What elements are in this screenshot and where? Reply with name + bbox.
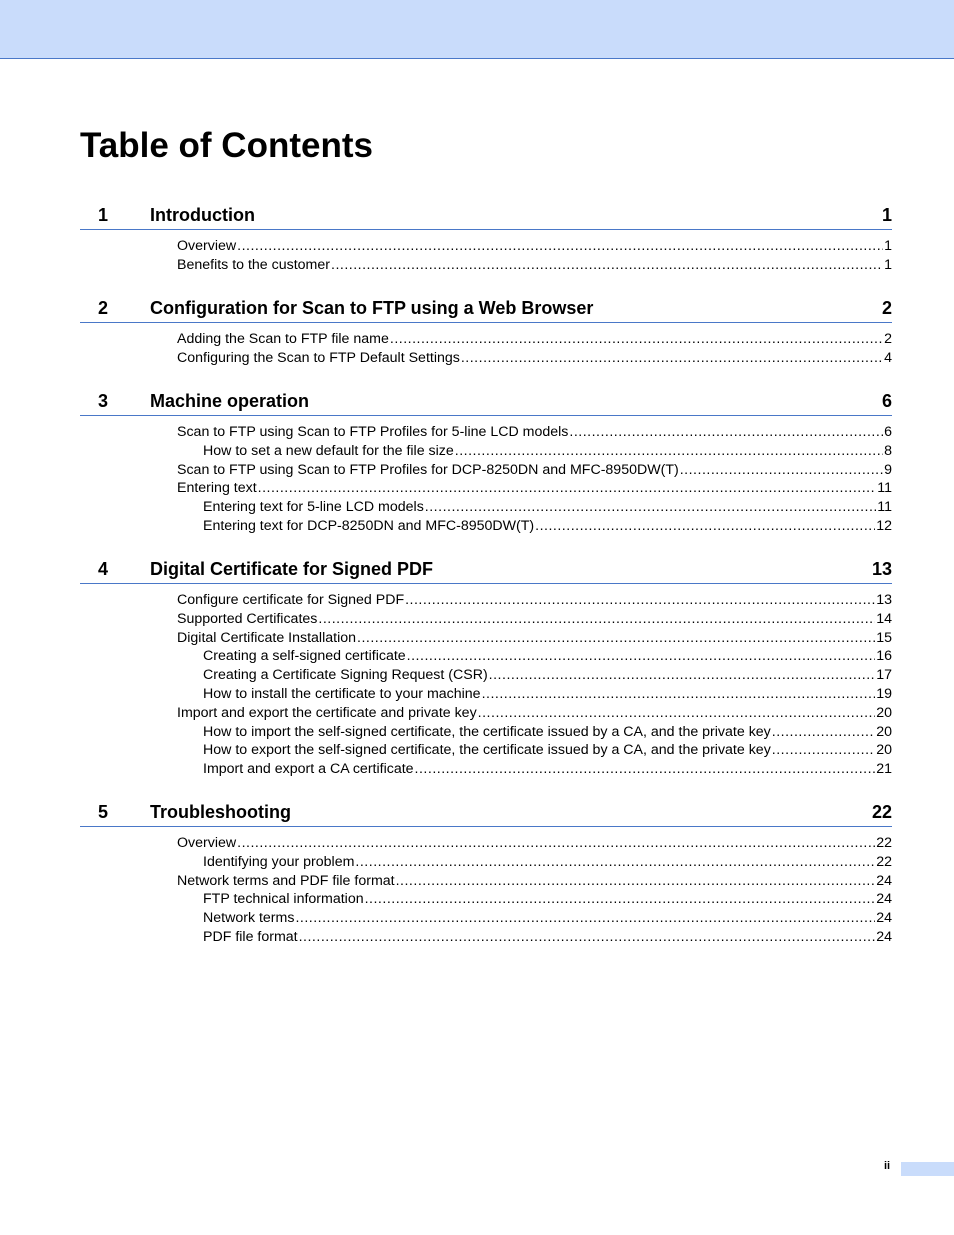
chapter-section (80, 800, 892, 947)
entry-page: 19 (876, 685, 892, 702)
toc-entry[interactable] (80, 741, 892, 760)
entry-text: How to install the certificate to your machine (203, 685, 481, 702)
toc-entry[interactable] (80, 256, 892, 275)
dot-leader (237, 237, 883, 256)
entry-page: 24 (876, 928, 892, 945)
entry-page: 15 (876, 629, 892, 646)
chapter-heading[interactable] (80, 203, 892, 230)
chapter-title: Machine operation (150, 391, 310, 411)
toc-entry[interactable] (80, 629, 892, 648)
dot-leader (569, 423, 883, 442)
chapter-section (80, 203, 892, 275)
entry-list (80, 237, 892, 275)
header-band (0, 0, 954, 59)
toc-entry[interactable] (80, 666, 892, 685)
toc-entry[interactable] (80, 517, 892, 536)
dot-leader (355, 853, 875, 872)
dot-leader (482, 685, 876, 704)
page-number: ii (884, 1160, 891, 1172)
entry-page: 4 (884, 349, 892, 366)
entry-page: 20 (876, 704, 892, 721)
entry-page: 13 (876, 592, 892, 608)
entry-text: PDF file format (203, 928, 298, 945)
dot-leader (331, 256, 883, 275)
entry-text: How to export the self-signed certificate, the certificate issued by a CA, and the private key (203, 742, 771, 759)
toc-entry[interactable] (80, 423, 892, 442)
toc-entry[interactable] (80, 834, 892, 853)
dot-leader (295, 909, 875, 928)
toc-entry[interactable] (80, 909, 892, 928)
entry-list (80, 330, 892, 368)
entry-page: 24 (876, 910, 892, 927)
dot-leader (415, 760, 876, 779)
toc-entry[interactable] (80, 330, 892, 349)
dot-leader (390, 330, 883, 349)
entry-page: 1 (884, 238, 892, 254)
entry-text: Overview (177, 835, 237, 851)
dot-leader (680, 461, 883, 480)
dot-leader (478, 704, 876, 723)
entry-list (80, 423, 892, 536)
toc-entry[interactable] (80, 479, 892, 498)
chapter-page: 22 (871, 802, 892, 822)
dot-leader (425, 498, 876, 517)
entry-page: 1 (884, 256, 892, 273)
chapter-title: Digital Certificate for Signed PDF (150, 559, 434, 579)
dot-leader (455, 442, 883, 461)
toc-entry[interactable] (80, 704, 892, 723)
entry-text: Configuring the Scan to FTP Default Settings (177, 349, 460, 366)
chapter-page: 13 (871, 559, 892, 579)
chapter-number: 4 (98, 559, 109, 579)
dot-leader (365, 890, 876, 909)
chapter-number: 5 (98, 802, 109, 822)
entry-page: 14 (876, 610, 892, 627)
chapter-page: 1 (881, 205, 892, 225)
entry-page: 22 (876, 835, 892, 851)
entry-page: 2 (884, 331, 892, 347)
toc-entry[interactable] (80, 461, 892, 480)
entry-text: Adding the Scan to FTP file name (177, 331, 389, 347)
chapter-heading[interactable] (80, 296, 892, 323)
entry-text: Creating a self-signed certificate (203, 648, 406, 665)
chapter-number: 1 (98, 205, 109, 225)
dot-leader (772, 723, 875, 742)
entry-page: 11 (877, 480, 892, 497)
toc-entry[interactable] (80, 647, 892, 666)
entry-page: 6 (884, 424, 892, 440)
entry-text: Entering text for DCP-8250DN and MFC-8950DW(T) (203, 517, 535, 534)
entry-page: 24 (876, 872, 892, 889)
chapter-title: Configuration for Scan to FTP using a Web Browser (150, 298, 594, 318)
entry-page: 20 (876, 742, 892, 759)
entry-text: Benefits to the customer (177, 256, 330, 273)
dot-leader (258, 479, 877, 498)
dot-leader (357, 629, 875, 648)
dot-leader (405, 591, 875, 610)
entry-text: How to set a new default for the file size (203, 442, 454, 459)
chapter-heading[interactable] (80, 800, 892, 827)
dot-leader (237, 834, 875, 853)
chapter-page: 2 (881, 298, 892, 318)
entry-text: Configure certificate for Signed PDF (177, 592, 405, 608)
entry-page: 22 (876, 853, 892, 870)
entry-page: 17 (876, 667, 892, 684)
dot-leader (772, 741, 875, 760)
dot-leader (299, 928, 876, 947)
chapter-section (80, 296, 892, 368)
entry-text: Scan to FTP using Scan to FTP Profiles for 5-line LCD models (177, 424, 569, 440)
dot-leader (407, 647, 876, 666)
chapter-title: Troubleshooting (150, 802, 291, 822)
entry-page: 8 (884, 442, 892, 459)
entry-text: Import and export the certificate and private key (177, 704, 477, 721)
dot-leader (535, 517, 875, 536)
entry-page: 16 (876, 648, 892, 665)
dot-leader (396, 872, 876, 891)
entry-text: FTP technical information (203, 891, 364, 908)
entry-page: 21 (876, 761, 892, 778)
entry-list (80, 834, 892, 947)
toc-entry[interactable] (80, 591, 892, 610)
entry-text: Digital Certificate Installation (177, 629, 356, 646)
chapter-page: 6 (881, 391, 892, 411)
entry-text: Network terms and PDF file format (177, 872, 395, 889)
entry-text: Network terms (203, 910, 295, 927)
entry-page: 11 (877, 499, 892, 516)
page-title: Table of Contents (80, 126, 373, 165)
toc-entry[interactable] (80, 442, 892, 461)
entry-text: Import and export a CA certificate (203, 761, 414, 778)
entry-page: 20 (876, 723, 892, 740)
dot-leader (489, 666, 876, 685)
chapter-number: 2 (98, 298, 109, 318)
toc-entry[interactable] (80, 685, 892, 704)
toc-entry[interactable] (80, 853, 892, 872)
entry-text: Overview (177, 238, 237, 254)
entry-text: Identifying your problem (203, 853, 355, 870)
entry-page: 24 (876, 891, 892, 908)
dot-leader (461, 349, 883, 368)
chapter-number: 3 (98, 391, 109, 411)
dot-leader (318, 610, 875, 629)
entry-text: Entering text for 5-line LCD models (203, 499, 424, 516)
toc-entry[interactable] (80, 872, 892, 891)
chapter-section (80, 389, 892, 536)
entry-list (80, 591, 892, 779)
toc-entry[interactable] (80, 498, 892, 517)
toc-entry[interactable] (80, 723, 892, 742)
entry-text: Scan to FTP using Scan to FTP Profiles for DCP-8250DN and MFC-8950DW(T) (177, 461, 679, 478)
chapter-section (80, 557, 892, 779)
footer-tab (901, 1162, 954, 1176)
chapter-title: Introduction (150, 205, 255, 225)
toc-entry[interactable] (80, 349, 892, 368)
toc-entry[interactable] (80, 760, 892, 779)
chapter-heading[interactable] (80, 389, 892, 416)
entry-text: Creating a Certificate Signing Request (CSR) (203, 667, 488, 684)
toc-entry[interactable] (80, 890, 892, 909)
entry-page: 12 (876, 517, 892, 534)
entry-page: 9 (884, 461, 892, 478)
toc-entry[interactable] (80, 610, 892, 629)
entry-text: Supported Certificates (177, 610, 318, 627)
entry-text: How to import the self-signed certificate, the certificate issued by a CA, and the private key (203, 723, 771, 740)
toc-entry[interactable] (80, 928, 892, 947)
toc-entry[interactable] (80, 237, 892, 256)
chapter-heading[interactable] (80, 557, 892, 584)
entry-text: Entering text (177, 480, 257, 497)
